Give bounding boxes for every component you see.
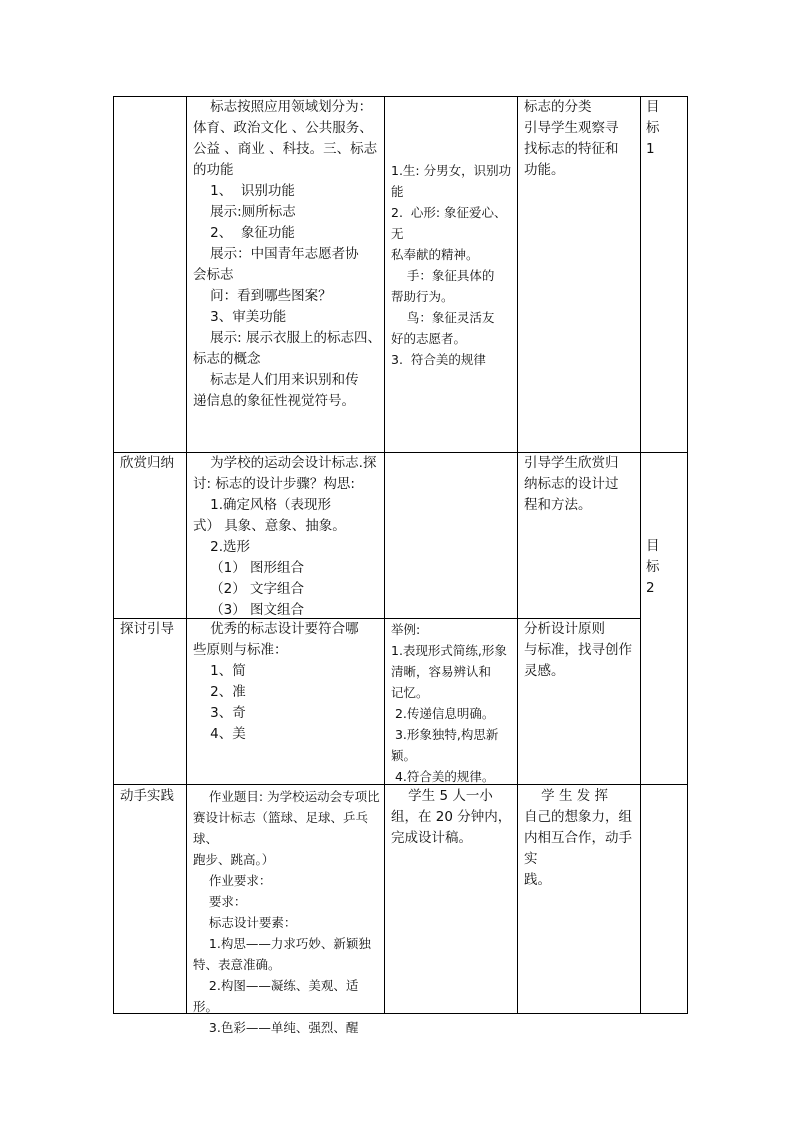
text-line: 引导学生欣赏归 (524, 455, 619, 471)
text-line: 标志的概念 (193, 351, 261, 367)
text-line: （1） 图形组合 (193, 560, 305, 576)
row-3-design-intent (524, 619, 640, 682)
table-divider-3 (517, 96, 518, 1014)
text-line: 递信息的象征性视觉符号。 (193, 393, 355, 409)
text-line: 程和方法。 (524, 497, 592, 513)
text-line: 标志的分类 (524, 99, 592, 115)
text-line: 1.表现形式简练,形象 (391, 643, 507, 658)
text-line: 作业要求： (193, 873, 272, 888)
row-4-content (193, 786, 383, 1038)
text-line: （2） 文字组合 (193, 581, 305, 597)
text-line: 式） 具象、意象、抽象。 (193, 518, 346, 534)
text-line: 举例: (391, 622, 421, 637)
text-line: 会标志 (193, 267, 234, 283)
text-line: 欣赏归纳 (120, 455, 174, 471)
text-line: 鸟：象征灵活友 (391, 310, 495, 325)
text-line: 2、准 (193, 684, 246, 700)
text-line: 1.确定风格（表现形 (193, 497, 332, 513)
text-line: 些原则与标准： (193, 642, 288, 658)
text-line: 目 (646, 538, 660, 554)
text-line: 讨: 标志的设计步骤？构思: (193, 476, 355, 492)
text-line: 2 (646, 580, 655, 596)
row-3-phase (120, 619, 186, 640)
text-line: 好的志愿者。 (391, 331, 467, 346)
table-divider-1 (186, 96, 187, 1014)
text-line: 灵感。 (524, 663, 565, 679)
table-divider-2 (384, 96, 385, 1014)
text-line: 帮助行为。 (391, 289, 454, 304)
text-line: 作业题目: 为学校运动会专项比 (193, 789, 380, 804)
text-line: 纳标志的设计过 (524, 476, 619, 492)
text-line: 问：看到哪些图案？ (193, 288, 332, 304)
text-line: 功能。 (524, 162, 565, 178)
text-line: 完成设计稿。 (391, 830, 472, 846)
text-line: 组，在 20 分钟内， (391, 809, 512, 825)
text-line: 标志设计要素： (193, 915, 297, 930)
text-line: 赛设计标志（篮球、足球、乒乓球、 (193, 810, 369, 846)
row-2-design-intent (524, 453, 640, 516)
text-line: 私奉献的精神。 (391, 247, 479, 262)
text-line: 展示：中国青年志愿者协 (193, 246, 359, 262)
text-line: 自己的想象力，组 (524, 809, 632, 825)
row-1-goal (646, 97, 686, 160)
text-line: 标 (646, 559, 660, 575)
text-line: 1、简 (193, 663, 246, 679)
row-4-student-activity (391, 786, 517, 849)
text-line: 为学校的运动会设计标志.探 (193, 455, 377, 471)
text-line: 4.符合美的规律。 (391, 769, 495, 784)
text-line: 2.构图——凝练、美观、适形。 (193, 978, 359, 1014)
text-line: 内相互合作，动手实 (524, 830, 632, 867)
text-line: 3、审美功能 (193, 309, 287, 325)
text-line: 1.构思——力求巧妙、新颖独 (193, 936, 371, 951)
text-line: 标 (646, 120, 660, 136)
text-line: 学 生 发 挥 (524, 788, 609, 804)
text-line: 2.选形 (193, 539, 251, 555)
row-1-student-activity (391, 160, 517, 370)
text-line: 与标准，找寻创作 (524, 642, 632, 658)
text-line: （3） 图文组合 (193, 602, 305, 618)
text-line: 分析设计原则 (524, 621, 605, 637)
text-line: 践。 (524, 872, 551, 888)
table-border-left (113, 96, 114, 1014)
text-line: 1、 识别功能 (193, 183, 295, 199)
text-line: 记忆。 (391, 685, 429, 700)
text-line: 清晰，容易辨认和 (391, 664, 492, 679)
table-border-right (687, 96, 688, 1014)
text-line: 的功能 (193, 162, 234, 178)
text-line: 找标志的特征和 (524, 141, 619, 157)
row-2-content (193, 453, 383, 621)
text-line: 跑步、跳高。） (193, 852, 275, 867)
text-line: 展示:厕所标志 (193, 204, 296, 220)
text-line: 手：象征具体的 (391, 268, 495, 283)
text-line: 公益 、商业 、科技。三、标志 (193, 141, 378, 157)
text-line: 1.生: 分男女，识别功 (391, 163, 512, 178)
text-line: 2、 象征功能 (193, 225, 295, 241)
row-2-goal (646, 536, 686, 599)
row-4-phase (120, 786, 186, 807)
row-1-design-intent (524, 97, 640, 181)
text-line: 3、奇 (193, 705, 246, 721)
text-line: 学生 5 人一小 (391, 788, 493, 804)
text-line: 要求： (193, 894, 247, 909)
text-line: 体育、政治文化 、公共服务、 (193, 120, 373, 136)
text-line: 优秀的标志设计要符合哪 (193, 621, 359, 637)
text-line: 展示: 展示衣服上的标志四、 (193, 330, 382, 346)
row-1-content (193, 97, 383, 412)
row-3-student-activity (391, 619, 517, 787)
text-line: 2. 心形: 象征爱心、无 (391, 205, 507, 241)
text-line: 4、美 (193, 726, 246, 742)
table-divider-4 (640, 96, 641, 1014)
text-line: 标志是人们用来识别和传 (193, 372, 359, 388)
text-line: 3.色彩——单纯、强烈、醒 (193, 1020, 359, 1035)
text-line: 3. 符合美的规律 (391, 352, 486, 367)
text-line: 目 (646, 99, 660, 115)
text-line: 特、表意准确。 (193, 957, 281, 972)
row-4-design-intent (524, 786, 640, 891)
text-line: 3.形象独特,构思新颖。 (391, 727, 499, 763)
text-line: 能 (391, 184, 404, 199)
row-2-phase (120, 453, 186, 474)
text-line: 标志按照应用领域划分为： (193, 99, 373, 115)
row-3-content (193, 619, 383, 745)
text-line: 动手实践 (120, 788, 174, 804)
text-line: 引导学生观察寻 (524, 120, 619, 136)
text-line: 1 (646, 141, 655, 157)
text-line: 2.传递信息明确。 (391, 706, 495, 721)
text-line: 探讨引导 (120, 621, 174, 637)
